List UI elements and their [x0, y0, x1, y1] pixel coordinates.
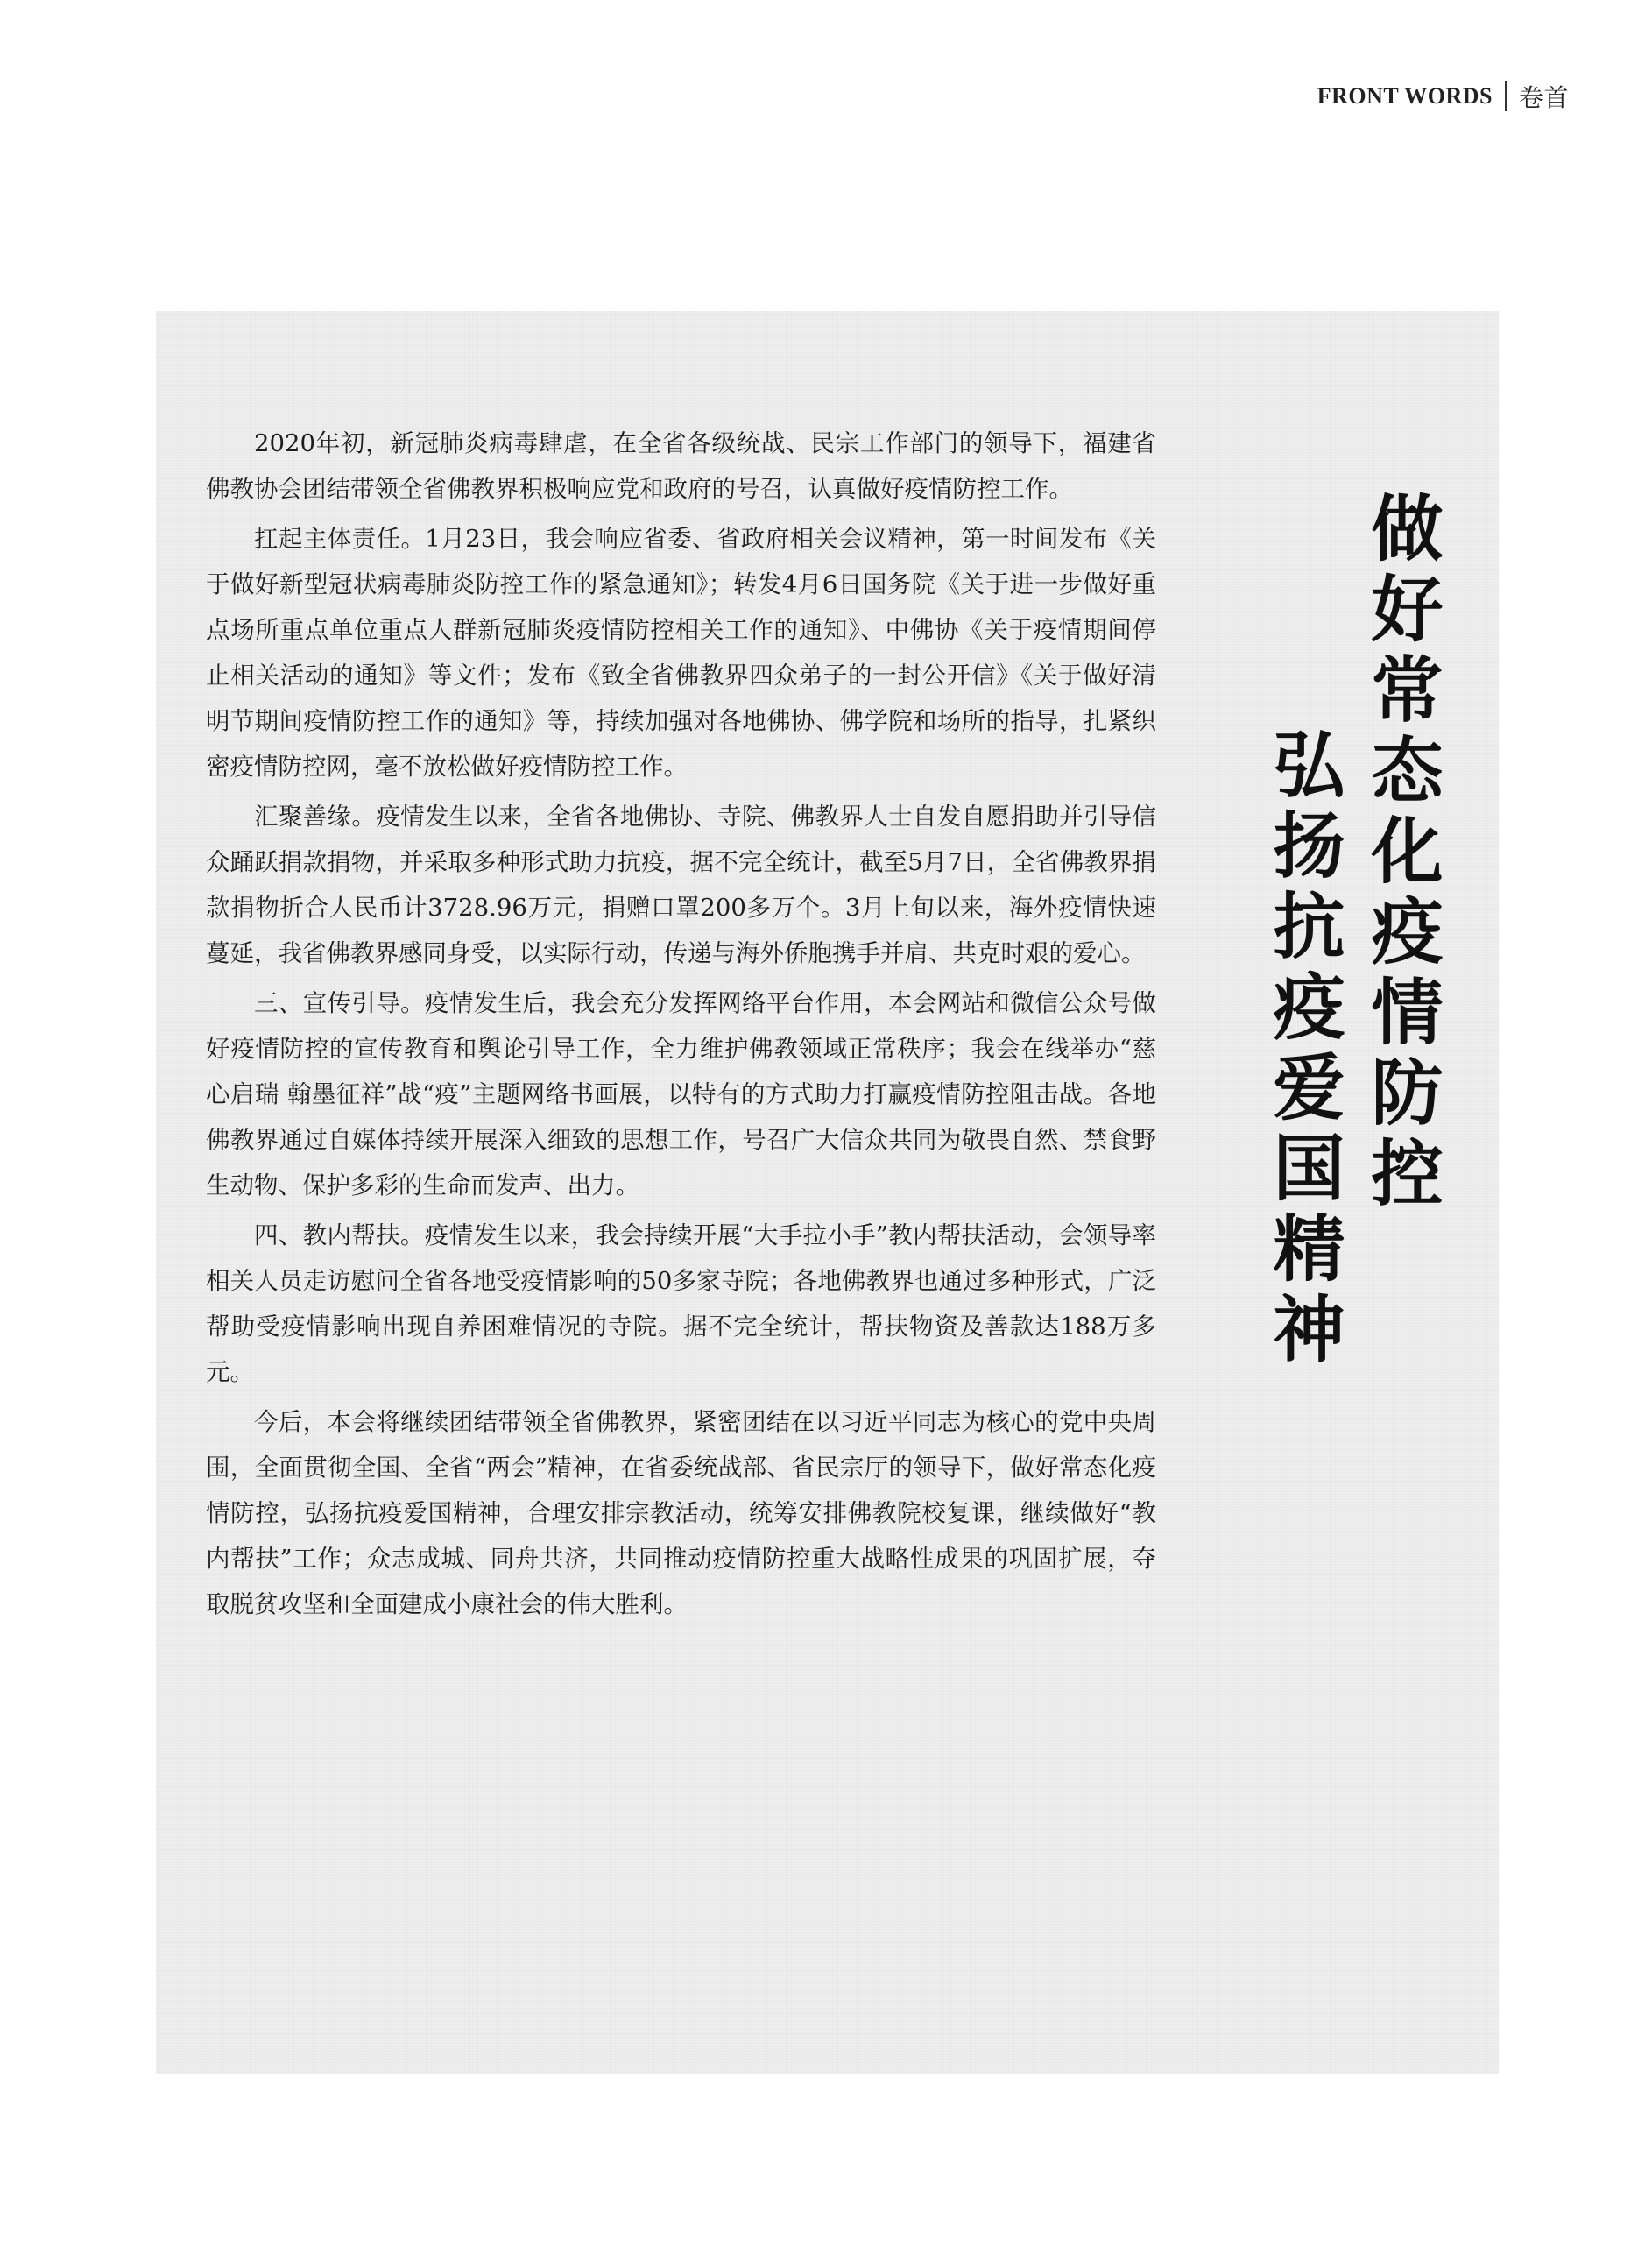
- title-line-1: 做好常态化疫情防控: [1359, 491, 1444, 1216]
- section-label-cn: 卷首: [1518, 83, 1569, 112]
- article-paragraph: 四、教内帮扶。疫情发生以来，我会持续开展“大手拉小手”教内帮扶活动，会领导率相关人员走访慰问全省各地受疫情影响的50多家寺院；各地佛教界也通过多种形式，广泛帮助受疫情影响出现自养困难情况的寺院。据不完全统计，帮扶物资及善款达188万多元。: [206, 1221, 1156, 1386]
- article-paragraph: 扛起主体责任。1月23日，我会响应省委、省政府相关会议精神，第一时间发布《关于做好新型冠状病毒肺炎防控工作的紧急通知》；转发4月6日国务院《关于进一步做好重点场所重点单位重点人群新冠肺炎疫情防控相关工作的通知》、中佛协《关于疫情期间停止相关活动的通知》等文件；发布《致全省佛教界四众弟子的一封公开信》《关于做好清明节期间疫情防控工作的通知》等，持续加强对各地佛协、佛学院和场所的指导，扎紧织密疫情防控网，毫不放松做好疫情防控工作。: [206, 525, 1156, 781]
- header-divider: [1505, 81, 1507, 111]
- calligraphy-title: [1261, 491, 1444, 1372]
- page-header: [1317, 79, 1569, 114]
- article-paragraph: 汇聚善缘。疫情发生以来，全省各地佛协、寺院、佛教界人士自发自愿捐助并引导信众踊跃捐款捐物，并采取多种形式助力抗疫，据不完全统计，截至5月7日，全省佛教界捐款捐物折合人民币计3728.96万元，捐赠口罩200多万个。3月上旬以来，海外疫情快速蔓延，我省佛教界感同身受，以实际行动，传递与海外侨胞携手并肩、共克时艰的爱心。: [206, 803, 1156, 967]
- article-paragraph: 2020年初，新冠肺炎病毒肆虐，在全省各级统战、民宗工作部门的领导下，福建省佛教协会团结带领全省佛教界积极响应党和政府的号召，认真做好疫情防控工作。: [206, 429, 1156, 503]
- article-paragraph: 今后，本会将继续团结带领全省佛教界，紧密团结在以习近平同志为核心的党中央周围，全面贯彻全国、全省“两会”精神，在省委统战部、省民宗厅的领导下，做好常态化疫情防控，弘扬抗疫爱国精神，合理安排宗教活动，统筹安排佛教院校复课，继续做好“教内帮扶”工作；众志成城、同舟共济，共同推动疫情防控重大战略性成果的巩固扩展，夺取脱贫攻坚和全面建成小康社会的伟大胜利。: [206, 1408, 1156, 1618]
- title-line-2: 弘扬抗疫爱国精神: [1261, 727, 1345, 1372]
- section-label-en: FRONT WORDS: [1317, 83, 1493, 109]
- article-paragraph: 三、宣传引导。疫情发生后，我会充分发挥网络平台作用，本会网站和微信公众号做好疫情防控的宣传教育和舆论引导工作，全力维护佛教领域正常秩序；我会在线举办“慈心启瑞 翰墨征祥”战“疫”主题网络书画展，以特有的方式助力打赢疫情防控阻击战。各地佛教界通过自媒体持续开展深入细致的思想工作，号召广大信众共同为敬畏自然、禁食野生动物、保护多彩的生命而发声、出力。: [206, 989, 1156, 1199]
- article-body: [206, 421, 1156, 1631]
